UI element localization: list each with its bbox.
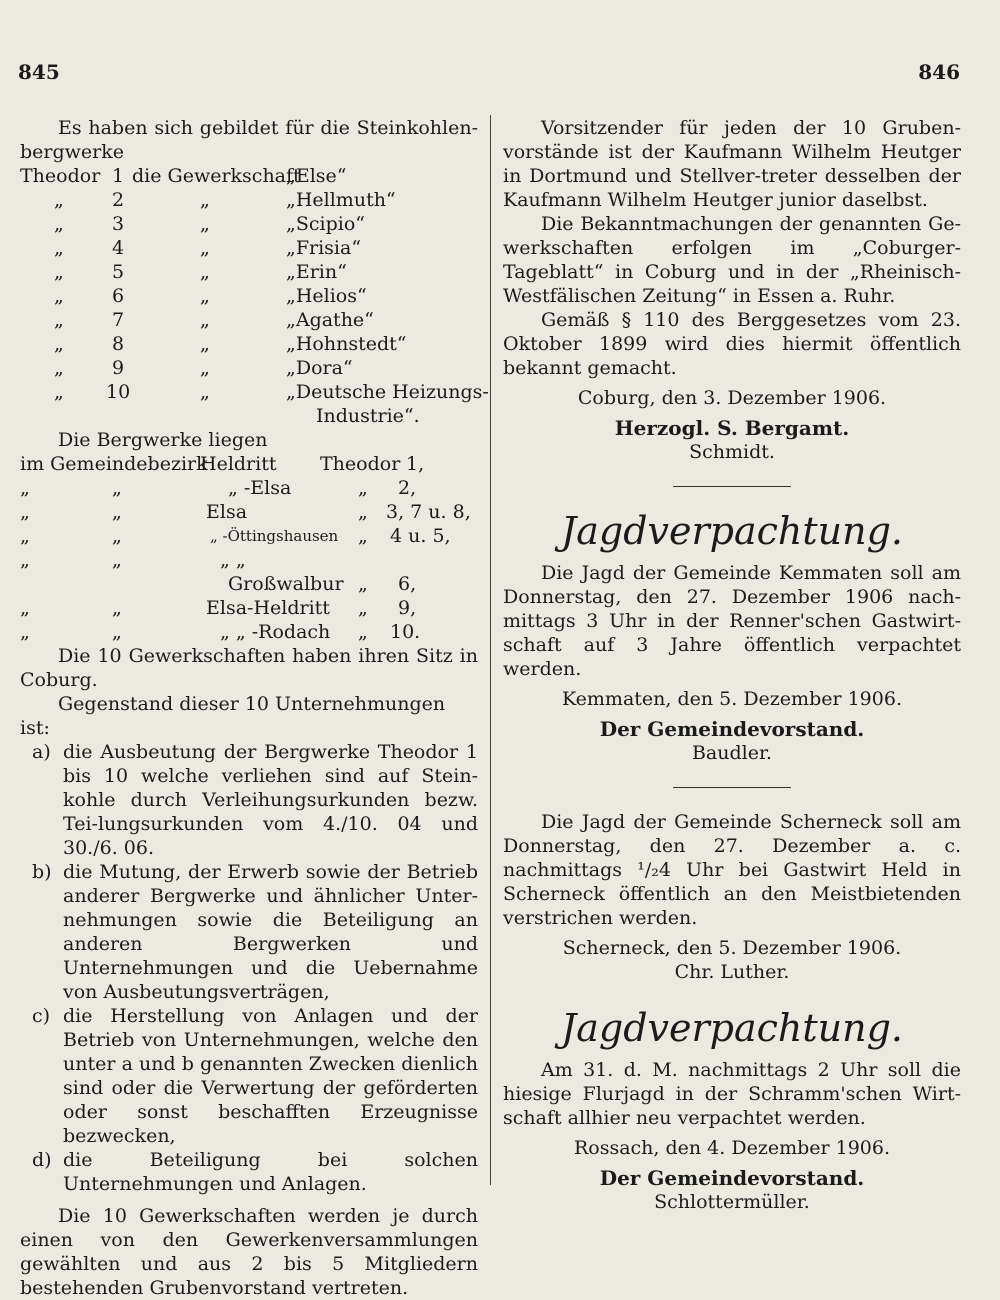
gw-number: 5 bbox=[112, 261, 125, 283]
gw-name: „Hohnstedt“ bbox=[286, 333, 407, 355]
gw-label: „ bbox=[54, 285, 64, 307]
notice-kemmaten: Die Jagd der Gemeinde Kemmaten soll am Donnerstag, den 27. Dezember 1906 nach-mittags 3 Uhr in der Renner'schen Gastwirt-schaft auf 3 Jahre öffentlich verpachtet werden. bbox=[503, 562, 961, 680]
gw-ditto: „ bbox=[200, 357, 210, 379]
column-divider bbox=[490, 115, 491, 1185]
mines-row bbox=[20, 572, 478, 596]
mines-col-2: „ bbox=[112, 597, 122, 619]
gewerkschaft-row-continued bbox=[20, 404, 478, 428]
gw-label: „ bbox=[54, 309, 64, 331]
name-baudler: Baudler. bbox=[691, 742, 773, 764]
notice-rossach: Am 31. d. M. nachmittags 2 Uhr soll die hiesige Flurjagd in der Schramm'schen Wirt-schaft allhier neu verpachtet werden. bbox=[503, 1059, 961, 1129]
mines-col-4: „ bbox=[358, 477, 368, 499]
mines-col-2: „ bbox=[112, 501, 122, 523]
item-text: die Mutung, der Erwerb sowie der Betrieb anderer Bergwerke und ähnlicher Unter-nehmungen sowie die Beteiligung an anderen Bergwerken und Unternehmungen und die Uebernahme von Ausbeutungsverträgen, bbox=[63, 861, 478, 1003]
date-coburg: Coburg, den 3. Dezember 1906. bbox=[577, 387, 887, 409]
mines-col-4: „ bbox=[358, 525, 368, 547]
mines-col-3: „ -Öttingshausen bbox=[210, 527, 339, 545]
gw-number: 3 bbox=[112, 213, 125, 235]
signer-bergamt: Herzogl. S. Bergamt. bbox=[614, 416, 850, 440]
list-item bbox=[20, 1148, 478, 1196]
vorsitz-paragraph: Vorsitzender für jeden der 10 Gruben-vorstände ist der Kaufmann Wilhelm Heutger in Dortmund und Stellver-treter desselben der Kaufmann Wilhelm Heutger junior daselbst. bbox=[503, 117, 961, 211]
page-number-left: 845 bbox=[18, 60, 60, 84]
mines-table bbox=[20, 452, 478, 644]
item-marker: c) bbox=[32, 1005, 51, 1027]
gemaess-paragraph: Gemäß § 110 des Berggesetzes vom 23. Oktober 1899 wird dies hiermit öffentlich bekannt gemacht. bbox=[503, 309, 961, 379]
vertretung-paragraph: Die 10 Gewerkschaften werden je durch einen von den Gewerkenversammlungen gewählten und aus 2 bis 5 Mitgliedern bestehenden Grubenvorstand vertreten. bbox=[20, 1205, 478, 1299]
gw-ditto: die Gewerkschaft bbox=[132, 165, 301, 187]
gw-number: 4 bbox=[112, 237, 125, 259]
intro-paragraph: Es haben sich gebildet für die Steinkohlen-bergwerke bbox=[20, 117, 478, 163]
gw-ditto: „ bbox=[200, 237, 210, 259]
gw-name: „Helios“ bbox=[286, 285, 367, 307]
gewerkschaft-row bbox=[20, 164, 478, 188]
mines-col-5: 1, bbox=[406, 453, 425, 475]
mines-row bbox=[20, 524, 478, 548]
mines-col-1: „ bbox=[20, 549, 30, 571]
mines-col-3: Heldritt bbox=[200, 453, 277, 475]
gw-number: 9 bbox=[112, 357, 125, 379]
mines-col-4: Theodor bbox=[320, 453, 401, 475]
gw-name-cont: Industrie“. bbox=[316, 405, 420, 427]
mines-col-5: 3, 7 u. 8, bbox=[386, 501, 471, 523]
item-text: die Herstellung von Anlagen und der Betrieb von Unternehmungen, welche den unter a und b genannten Zwecken dienlich sind oder die Verwertung der geförderten oder sonst beschafften Erzeugnisse bezwecken, bbox=[63, 1005, 478, 1147]
gw-label: „ bbox=[54, 357, 64, 379]
mines-col-4: „ bbox=[358, 597, 368, 619]
list-item bbox=[20, 1004, 478, 1148]
list-item bbox=[20, 740, 478, 860]
item-text: die Beteiligung bei solchen Unternehmungen und Anlagen. bbox=[63, 1149, 478, 1195]
gegenstand-intro: Gegenstand dieser 10 Unternehmungen ist: bbox=[20, 693, 446, 739]
mines-col-3: Elsa bbox=[206, 501, 248, 523]
gw-name: „Frisia“ bbox=[286, 237, 362, 259]
gw-name: „Scipio“ bbox=[286, 213, 365, 235]
heading-jagdverpachtung-1: Jagdverpachtung. bbox=[560, 509, 904, 553]
section-rule bbox=[673, 787, 791, 788]
gw-number: 7 bbox=[112, 309, 125, 331]
mines-row bbox=[20, 476, 478, 500]
mines-col-3: „ „ bbox=[220, 549, 246, 571]
mines-col-1: „ bbox=[20, 525, 30, 547]
gw-number: 2 bbox=[112, 189, 125, 211]
mines-col-1: „ bbox=[20, 597, 30, 619]
gw-ditto: „ bbox=[200, 333, 210, 355]
signer-gemeindevorstand-1: Der Gemeindevorstand. bbox=[599, 717, 865, 741]
gw-name: „Erin“ bbox=[286, 261, 347, 283]
gewerkschaft-row bbox=[20, 188, 478, 212]
name-luther: Chr. Luther. bbox=[674, 961, 790, 983]
gewerkschaft-row bbox=[20, 212, 478, 236]
mines-col-1: im Gemeindebezirk bbox=[20, 453, 208, 475]
gw-label: „ bbox=[54, 333, 64, 355]
section-rule bbox=[673, 486, 791, 487]
list-item bbox=[20, 860, 478, 1004]
gw-name: „Agathe“ bbox=[286, 309, 374, 331]
mines-row bbox=[20, 548, 478, 572]
name-schlottermueller: Schlottermüller. bbox=[654, 1191, 810, 1213]
mines-col-2: „ bbox=[112, 549, 122, 571]
item-text: die Ausbeutung der Bergwerke Theodor 1 bis 10 welche verliehen sind auf Stein-kohle durch Verleihungsurkunden bezw. Tei-lungsurkunden vom 4./10. 04 und 30./6. 06. bbox=[63, 741, 478, 859]
gw-label: Theodor bbox=[20, 165, 101, 187]
gw-label: „ bbox=[54, 261, 64, 283]
gw-number: 1 bbox=[112, 165, 125, 187]
mines-col-3: „ „ -Rodach bbox=[220, 621, 331, 643]
gw-ditto: „ bbox=[200, 189, 210, 211]
purpose-list bbox=[20, 740, 478, 1196]
mines-col-4: „ bbox=[358, 621, 368, 643]
name-schmidt: Schmidt. bbox=[689, 441, 775, 463]
right-column bbox=[503, 116, 961, 1214]
gewerkschaft-row bbox=[20, 380, 489, 404]
gw-name: „Deutsche Heizungs- bbox=[286, 381, 489, 403]
mines-col-5: 4 u. 5, bbox=[390, 525, 451, 547]
bekanntmachung-paragraph: Die Bekanntmachungen der genannten Ge-werkschaften erfolgen im „Coburger-Tageblatt“ in Coburg und in der „Rheinisch-Westfälischen Zeitung“ in Essen a. Ruhr. bbox=[503, 213, 961, 307]
mines-row bbox=[20, 620, 478, 644]
mines-col-2: „ bbox=[112, 621, 122, 643]
gewerkschaft-row bbox=[20, 236, 478, 260]
mines-col-3: Elsa-Heldritt bbox=[206, 597, 330, 619]
notice-scherneck: Die Jagd der Gemeinde Scherneck soll am Donnerstag, den 27. Dezember a. c. nachmittags ¹/₂4 Uhr bei Gastwirt Held in Scherneck öffentlich an den Meistbietenden verstrichen werden. bbox=[503, 811, 961, 929]
gw-label: „ bbox=[54, 237, 64, 259]
heading-jagdverpachtung-2: Jagdverpachtung. bbox=[560, 1006, 904, 1050]
mines-col-4: „ bbox=[358, 573, 368, 595]
mines-intro: Die Bergwerke liegen bbox=[58, 429, 268, 451]
gw-name: „Else“ bbox=[286, 165, 347, 187]
gw-number: 8 bbox=[112, 333, 125, 355]
mines-col-2: „ bbox=[112, 525, 122, 547]
date-kemmaten: Kemmaten, den 5. Dezember 1906. bbox=[561, 688, 902, 710]
date-scherneck: Scherneck, den 5. Dezember 1906. bbox=[562, 937, 902, 959]
mines-row bbox=[20, 452, 478, 476]
gw-name: „Dora“ bbox=[286, 357, 353, 379]
mines-row bbox=[20, 596, 478, 620]
item-marker: d) bbox=[32, 1149, 52, 1171]
left-column bbox=[20, 116, 489, 1300]
mines-col-4: „ bbox=[358, 501, 368, 523]
mines-row bbox=[20, 500, 478, 524]
signer-gemeindevorstand-2: Der Gemeindevorstand. bbox=[599, 1166, 865, 1190]
item-marker: a) bbox=[32, 741, 51, 763]
gw-name: „Hellmuth“ bbox=[286, 189, 396, 211]
gw-ditto: „ bbox=[200, 261, 210, 283]
gw-number: 10 bbox=[106, 381, 131, 403]
mines-col-5: 9, bbox=[398, 597, 417, 619]
gw-ditto: „ bbox=[200, 213, 210, 235]
mines-col-3: Großwalbur bbox=[228, 573, 344, 595]
gw-ditto: „ bbox=[200, 309, 210, 331]
mines-col-1: „ bbox=[20, 621, 30, 643]
gewerkschaft-row bbox=[20, 260, 478, 284]
sitz-paragraph: Die 10 Gewerkschaften haben ihren Sitz in Coburg. bbox=[20, 645, 478, 691]
mines-col-1: „ bbox=[20, 477, 30, 499]
gewerkschaft-row bbox=[20, 356, 478, 380]
gw-label: „ bbox=[54, 381, 64, 403]
gw-label: „ bbox=[54, 213, 64, 235]
gw-ditto: „ bbox=[200, 381, 210, 403]
gw-label: „ bbox=[54, 189, 64, 211]
page-number-right: 846 bbox=[918, 60, 960, 84]
mines-col-5: 2, bbox=[398, 477, 417, 499]
mines-col-1: „ bbox=[20, 501, 30, 523]
gewerkschaft-row bbox=[20, 308, 478, 332]
mines-col-5: 10. bbox=[390, 621, 421, 643]
gewerkschaft-row bbox=[20, 284, 478, 308]
mines-col-3: „ -Elsa bbox=[228, 477, 292, 499]
item-marker: b) bbox=[32, 861, 52, 883]
mines-col-2: „ bbox=[112, 477, 122, 499]
date-rossach: Rossach, den 4. Dezember 1906. bbox=[573, 1137, 891, 1159]
gw-number: 6 bbox=[112, 285, 125, 307]
gewerkschaft-row bbox=[20, 332, 478, 356]
mines-col-5: 6, bbox=[398, 573, 417, 595]
gewerkschaften-list bbox=[20, 164, 489, 428]
gw-ditto: „ bbox=[200, 285, 210, 307]
